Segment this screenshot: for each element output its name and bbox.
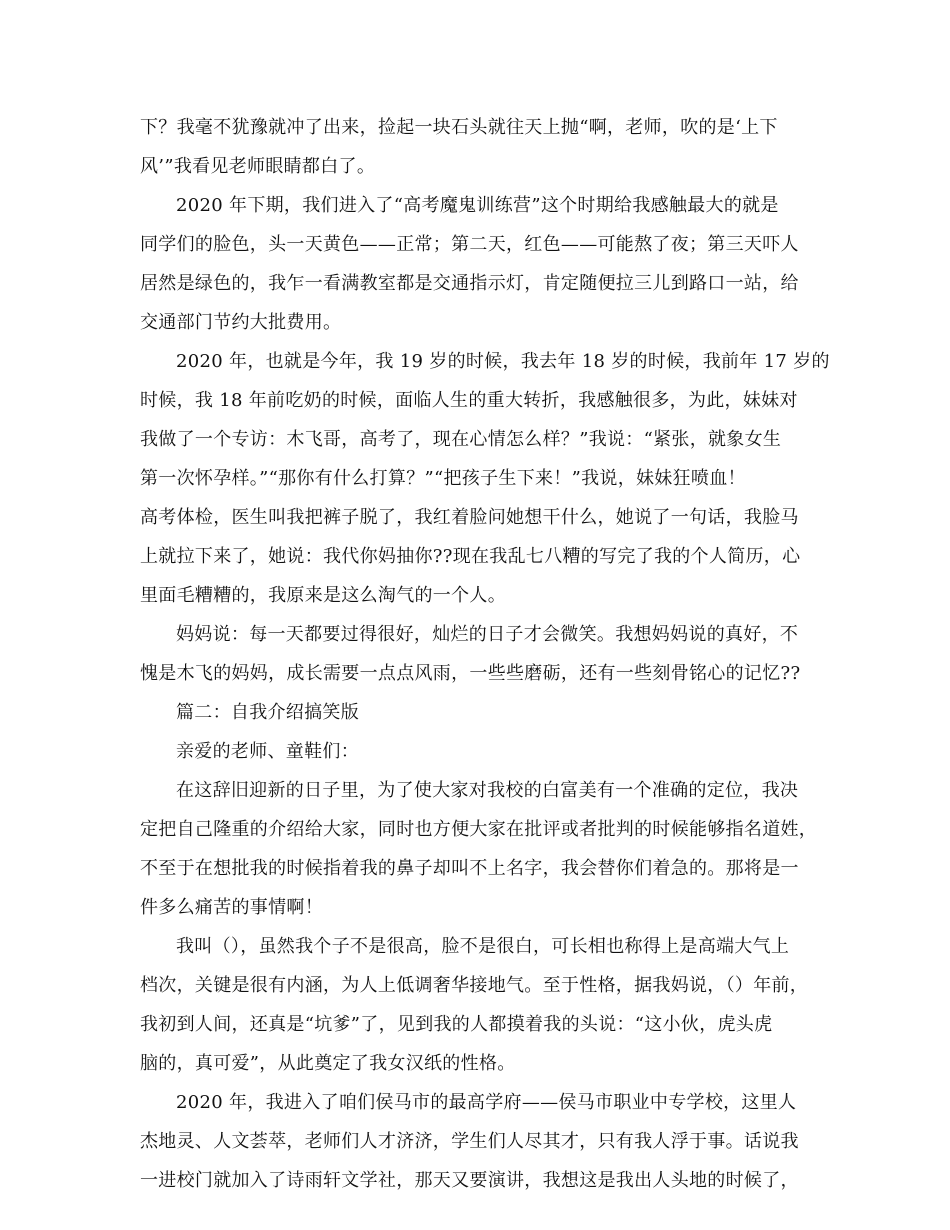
text-line: 下？我毫不犹豫就冲了出来，捡起一块石头就往天上抛“啊，老师，吹的是‘上下 <box>140 117 778 138</box>
text-line: 2020 年下期，我们进入了“高考魔鬼训练营”这个时期给我感触最大的就是 <box>176 195 779 216</box>
text-line: 不至于在想批我的时候指着我的鼻子却叫不上名字，我会替你们着急的。那将是一 <box>140 858 799 879</box>
text-line: 杰地灵、人文荟萃，老师们人才济济，学生们人尽其才，只有我人浮于事。话说我 <box>140 1131 799 1152</box>
text-line: 脑的，真可爱”，从此奠定了我女汉纸的性格。 <box>140 1053 516 1074</box>
text-line: 2020 年，我进入了咱们侯马市的最高学府——侯马市职业中专学校，这里人 <box>176 1092 797 1113</box>
text-line: 居然是绿色的，我乍一看满教室都是交通指示灯，肯定随便拉三儿到路口一站，给 <box>140 273 799 294</box>
text-line: 档次，关键是很有内涵，为人上低调奢华接地气。至于性格，据我妈说，（）年前， <box>140 975 809 996</box>
text-line: 一进校门就加入了诗雨轩文学社，那天又要演讲，我想这是我出人头地的时候了， <box>140 1170 799 1191</box>
section-heading: 篇二：自我介绍搞笑版 <box>176 702 359 723</box>
text-line: 同学们的脸色，头一天黄色——正常；第二天，红色——可能熬了夜；第三天吓人 <box>140 234 799 255</box>
text-line: 交通部门节约大批费用。 <box>140 312 342 333</box>
text-line: 我初到人间，还真是“坑爹”了，见到我的人都摸着我的头说：“这小伙，虎头虎 <box>140 1014 773 1035</box>
text-line: 2020 年，也就是今年，我 19 岁的时候，我去年 18 岁的时候，我前年 17 岁的 <box>176 351 830 372</box>
text-line: 我叫（），虽然我个子不是很高，脸不是很白，可长相也称得上是高端大气上 <box>176 936 790 957</box>
salutation: 亲爱的老师、童鞋们： <box>176 741 359 762</box>
text-line: 愧是木飞的妈妈，成长需要一点点风雨，一些些磨砺，还有一些刻骨铭心的记忆?? <box>140 663 801 684</box>
text-line: 高考体检，医生叫我把裤子脱了，我红着脸问她想干什么，她说了一句话，我脸马 <box>140 507 799 528</box>
text-line: 第一次怀孕样。”“那你有什么打算？”“把孩子生下来！”我说，妹妹狂喷血！ <box>140 468 746 489</box>
text-line: 里面毛糟糟的，我原来是这么淘气的一个人。 <box>140 585 506 606</box>
text-line: 时候，我 18 年前吃奶的时候，面临人生的重大转折，我感触很多，为此，妹妹对 <box>140 390 798 411</box>
text-line: 风’”我看见老师眼睛都白了。 <box>140 156 376 177</box>
text-line: 件多么痛苦的事情啊！ <box>140 897 323 918</box>
text-line: 定把自己隆重的介绍给大家，同时也方便大家在批评或者批判的时候能够指名道姓， <box>140 819 818 840</box>
text-line: 妈妈说：每一天都要过得很好，灿烂的日子才会微笑。我想妈妈说的真好，不 <box>176 624 799 645</box>
text-line: 我做了一个专访：木飞哥，高考了，现在心情怎么样？”我说：“紧张，就象女生 <box>140 429 782 450</box>
text-line: 上就拉下来了，她说：我代你妈抽你??现在我乱七八糟的写完了我的个人简历，心 <box>140 546 801 567</box>
text-line: 在这辞旧迎新的日子里，为了使大家对我校的白富美有一个准确的定位，我决 <box>176 780 799 801</box>
